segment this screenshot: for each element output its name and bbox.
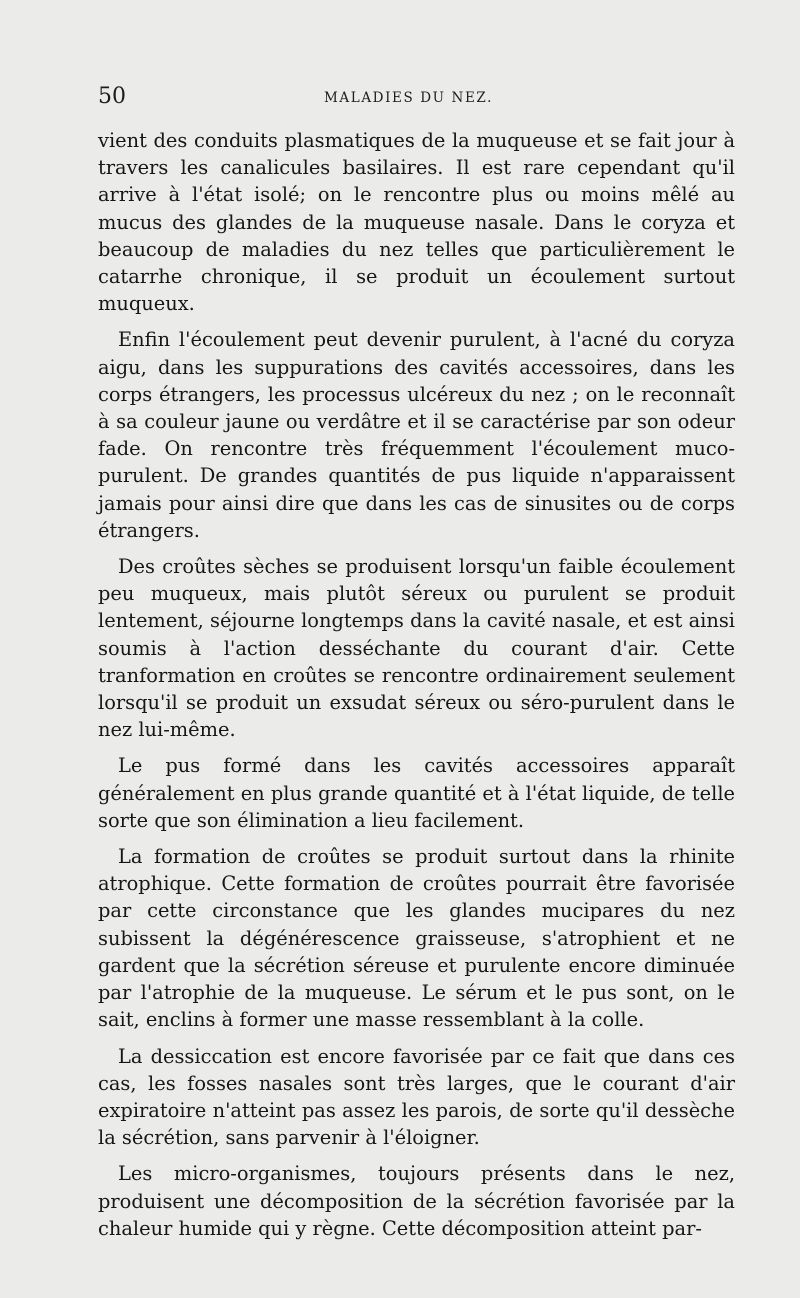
paragraph: Enfin l'écoulement peut devenir purulent, à l'acné du coryza aigu, dans les suppurations des cavités accessoires, dans les corps étrangers, les processus ulcéreux du nez ; on le reconnaît à sa couleur jaune ou verdâtre et il se caractérise par son odeur fade. On rencontre très fréquemment l'écoulement muco-purulent. De grandes quantités de pus liquide n'apparaissent jamais pour ainsi dire que dans les cas de sinusites ou de corps étrangers. <box>98 328 735 542</box>
paragraph: vient des conduits plasmatiques de la muqueuse et se fait jour à travers les canalicules basilaires. Il est rare cependant qu'il arrive à l'état isolé; on le rencontre plus ou moins mêlé au mucus des glandes de la muqueuse nasale. Dans le coryza et beaucoup de maladies du nez telles que particulièrement le catarrhe chronique, il se produit un écoulement surtout muqueux. <box>98 129 735 316</box>
paragraph: La dessiccation est encore favorisée par ce fait que dans ces cas, les fosses nasales sont très larges, que le courant d'air expiratoire n'atteint pas assez les parois, de sorte qu'il dessèche la sécrétion, sans parvenir à l'éloigner. <box>98 1044 735 1150</box>
paragraph: La formation de croûtes se produit surtout dans la rhinite atrophique. Cette formation de croûtes pourrait être favorisée par cette circonstance que les glandes mucipares du nez subissent la dégénérescence graisseuse, s'atrophient et ne gardent que la sécrétion séreuse et purulente encore diminuée par l'atrophie de la muqueuse. Le sérum et le pus sont, on le sait, enclins à former une masse ressemblant à la colle. <box>98 845 735 1032</box>
paragraph: Des croûtes sèches se produisent lorsqu'un faible écoulement peu muqueux, mais plutôt séreux ou purulent se produit lentement, séjourne longtemps dans la cavité nasale, et est ainsi soumis à l'action desséchante du courant d'air. Cette tranformation en croûtes se rencontre ordinairement seulement lorsqu'il se produit un exsudat séreux ou séro-purulent dans le nez lui-même. <box>98 555 735 742</box>
page-header <box>98 84 735 114</box>
body-text <box>98 127 735 1251</box>
page-number: 50 <box>98 84 126 109</box>
running-title: MALADIES DU NEZ. <box>324 90 494 106</box>
paragraph: Le pus formé dans les cavités accessoires apparaît généralement en plus grande quantité et à l'état liquide, de telle sorte que son élimination a lieu facilement. <box>98 754 735 832</box>
paragraph: Les micro-organismes, toujours présents dans le nez, produisent une décomposition de la sécrétion favorisée par la chaleur humide qui y règne. Cette décomposition atteint par- <box>98 1162 735 1240</box>
